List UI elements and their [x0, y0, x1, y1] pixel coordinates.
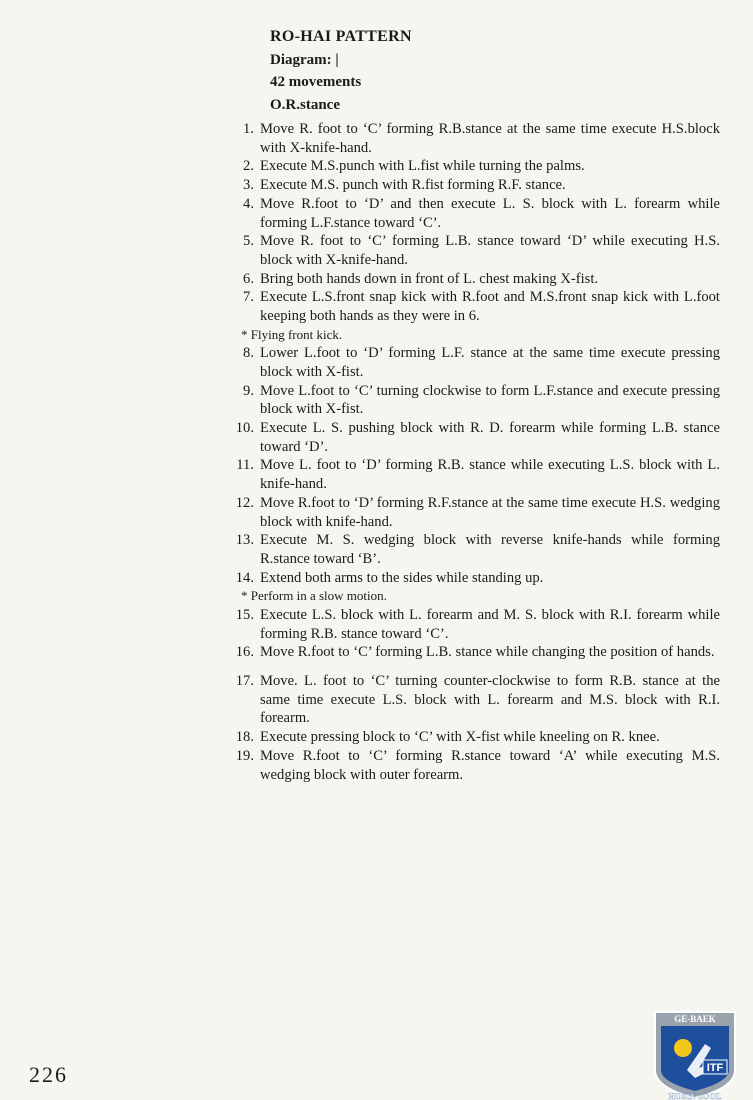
movement-item	[226, 456, 720, 493]
movement-text: Execute M.S.punch with L.fist while turning the palms.	[260, 158, 585, 175]
movement-text: Bring both hands down in front of L. chest making X-fist.	[260, 270, 599, 287]
movement-item	[226, 120, 720, 157]
page-number: 226	[29, 1062, 68, 1087]
movement-number: 19.	[235, 747, 254, 764]
movement-item	[226, 494, 720, 531]
movement-item	[226, 419, 720, 456]
movement-text: Execute L.S.front snap kick with R.foot and M.S.front snap kick with L.foot keeping both hands as they were in 6.	[260, 289, 720, 325]
movement-text: Execute L.S. block with L. forearm and M. S. block with R.I. forearm while forming R.B. stance toward ‘C’.	[260, 606, 720, 642]
movement-text: Execute M. S. wedging block with reverse knife-hands while forming R.stance toward ‘B’.	[260, 532, 720, 567]
movement-text: Move R.foot to ‘D’ forming R.F.stance at the same time execute H.S. wedging block with knife-hand.	[260, 494, 720, 530]
movements-count: 42 movements	[270, 74, 362, 90]
movement-number: 9.	[243, 382, 254, 399]
movement-item	[226, 728, 720, 747]
movement-text: Move R.foot to ‘C’ forming L.B. stance while changing the position of hands.	[260, 644, 715, 661]
movement-number: 7.	[243, 289, 254, 306]
movement-number: 17.	[235, 672, 254, 689]
movement-number: 18.	[235, 729, 254, 746]
movement-note: * Flying front kick.	[241, 326, 343, 342]
movement-text: Move L. foot to ‘D’ forming R.B. stance while executing L.S. block with L. knife-hand.	[260, 457, 720, 493]
movement-item	[226, 643, 720, 662]
movement-text: Move R. foot to ‘C’ forming R.B.stance at the same time execute H.S.block with X-knife-hand.	[260, 121, 720, 156]
movement-item	[226, 157, 720, 176]
movement-text: Move R.foot to ‘C’ forming R.stance toward ‘A’ while executing M.S. wedging block with outer forearm.	[260, 747, 720, 783]
movement-number: 15.	[235, 606, 254, 623]
movement-item	[226, 176, 720, 195]
movement-item	[226, 232, 720, 269]
pattern-header	[270, 26, 412, 116]
movement-text: Move R.foot to ‘D’ and then execute L. S. block with L. forearm while forming L.F.stance toward ‘C’.	[260, 195, 720, 231]
movement-item	[226, 344, 720, 381]
movement-item	[226, 747, 720, 784]
movement-item	[226, 270, 720, 289]
movement-text: Execute L. S. pushing block with R. D. forearm while forming L.B. stance toward ‘D’.	[260, 420, 720, 455]
movement-number: 1.	[243, 121, 254, 137]
movement-text: Extend both arms to the sides while standing up.	[260, 569, 544, 586]
movement-number: 8.	[243, 345, 254, 362]
movement-number: 4.	[243, 195, 254, 212]
movement-number: 11.	[236, 457, 254, 474]
movement-item	[226, 382, 720, 419]
movement-number: 3.	[243, 177, 254, 194]
paragraph-gap	[226, 662, 720, 672]
movement-number: 16.	[235, 644, 254, 661]
ge-baek-hosin-sool-logo	[645, 1008, 745, 1100]
movement-text: Execute pressing block to ‘C’ with X-fist while kneeling on R. knee.	[260, 729, 660, 746]
movement-number: 10.	[235, 420, 254, 437]
movement-item	[226, 288, 720, 325]
logo-bottom-text: HOSIN SOOL	[668, 1091, 722, 1100]
movement-note: * Perform in a slow motion.	[241, 588, 387, 604]
movement-number: 13.	[235, 532, 254, 549]
movement-text: Move R. foot to ‘C’ forming L.B. stance toward ‘D’ while executing H.S. block with X-knife-hand.	[260, 233, 720, 268]
movement-item	[226, 569, 720, 588]
diagram-label: Diagram: |	[270, 51, 339, 68]
movement-item	[226, 531, 720, 568]
movement-text: Move. L. foot to ‘C’ turning counter-clockwise to form R.B. stance at the same time execute L.S. block with L. forearm and M.S. block with R.I. forearm.	[260, 672, 720, 727]
movement-item	[226, 195, 720, 232]
logo-top-text: GE-BAEK	[674, 1014, 716, 1024]
movement-number: 12.	[235, 494, 254, 511]
movement-item	[226, 672, 720, 728]
movement-number: 2.	[243, 158, 254, 175]
movement-list	[226, 120, 720, 784]
movement-number: 14.	[235, 569, 254, 586]
movement-text: Move L.foot to ‘C’ turning clockwise to form L.F.stance and execute pressing block with X-fist.	[260, 382, 720, 418]
starting-stance: O.R.stance	[270, 96, 340, 113]
movement-number: 6.	[243, 270, 254, 287]
movement-number: 5.	[243, 233, 254, 250]
movement-item	[226, 606, 720, 643]
movement-text: Execute M.S. punch with R.fist forming R.F. stance.	[260, 177, 566, 194]
pattern-title: RO-HAI PATTERN	[270, 28, 412, 45]
movement-text: Lower L.foot to ‘D’ forming L.F. stance at the same time execute pressing block with X-fist.	[260, 345, 720, 380]
logo-center-text: ITF	[706, 1062, 724, 1074]
